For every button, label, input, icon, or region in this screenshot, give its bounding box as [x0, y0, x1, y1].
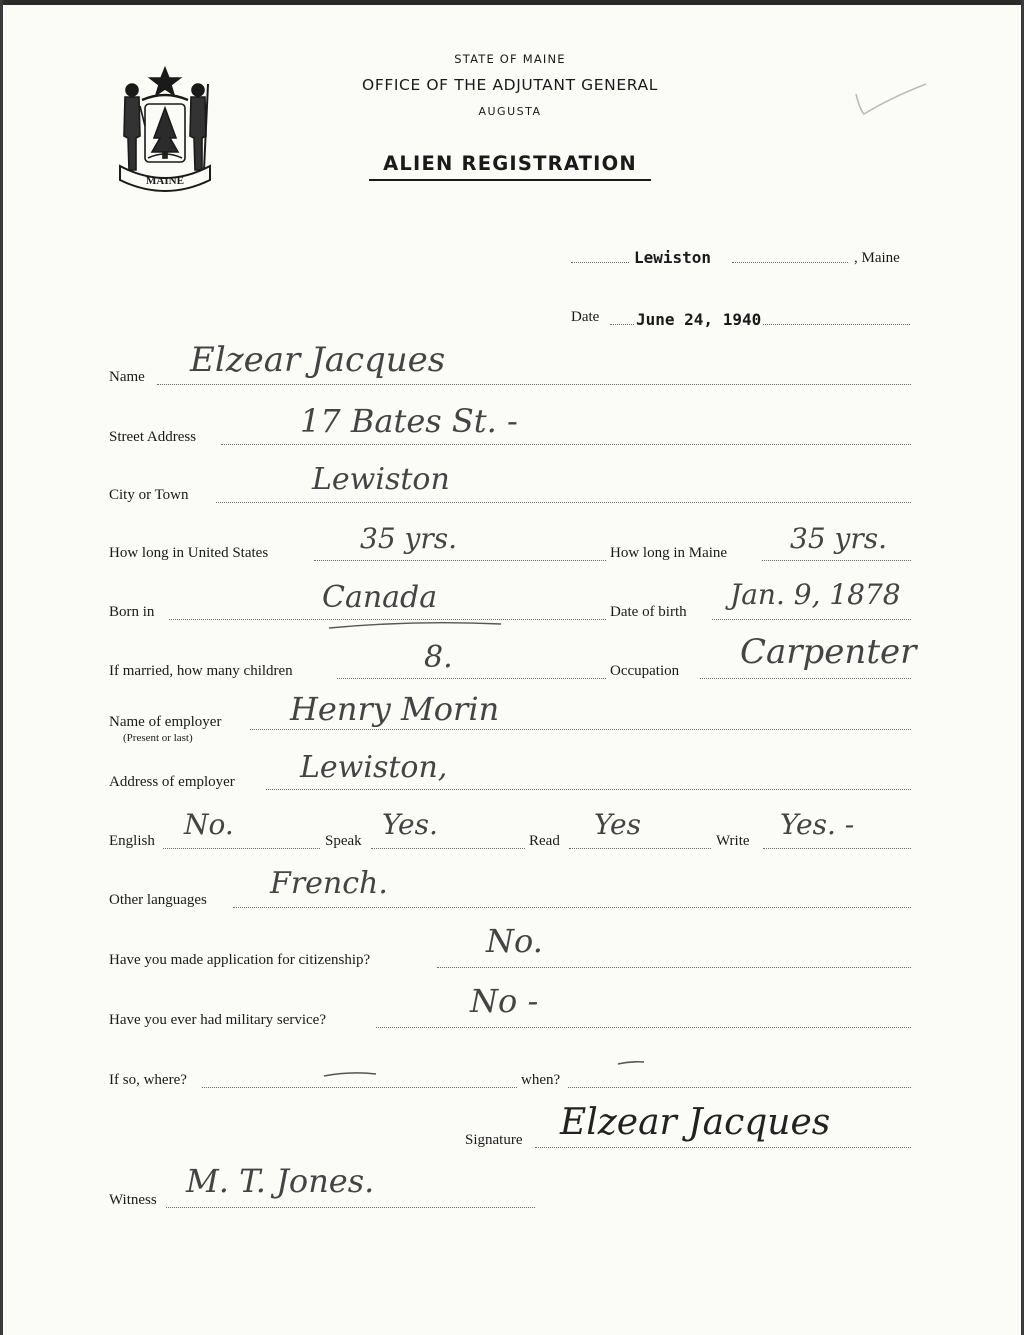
header-city: AUGUSTA	[478, 105, 542, 118]
english-line	[163, 848, 320, 849]
signature-value: Elzear Jacques	[560, 1102, 831, 1143]
years-in-us-label: How long in United States	[109, 545, 269, 561]
born-in-label: Born in	[109, 604, 155, 620]
scan-border-top	[0, 0, 1024, 5]
location-dots-left	[571, 262, 629, 263]
header-state: STATE OF MAINE	[454, 52, 566, 66]
other-languages-label: Other languages	[109, 892, 207, 908]
form-title: ALIEN REGISTRATION	[383, 152, 637, 175]
name-label: Name	[109, 369, 145, 385]
occupation-value: Carpenter	[740, 632, 917, 672]
children-line	[337, 678, 606, 679]
other-languages-value: French.	[270, 866, 388, 901]
name-value: Elzear Jacques	[190, 340, 446, 380]
street-address-label: Street Address	[109, 429, 197, 445]
name-line	[157, 384, 911, 385]
scan-border-left	[0, 0, 3, 1335]
where-line	[202, 1087, 517, 1088]
signature-label: Signature	[465, 1132, 523, 1148]
where-label: If so, where?	[109, 1072, 187, 1088]
military-label: Have you ever had military service?	[109, 1012, 326, 1028]
born-in-value: Canada	[322, 580, 438, 615]
read-line	[569, 848, 711, 849]
when-line	[568, 1087, 911, 1088]
date-of-birth-label: Date of birth	[610, 604, 687, 620]
years-in-maine-label: How long in Maine	[610, 545, 728, 561]
witness-value: M. T. Jones.	[186, 1162, 375, 1200]
date-value: June 24, 1940	[636, 310, 762, 329]
occupation-label: Occupation	[610, 663, 680, 679]
english-label: English	[109, 833, 155, 849]
military-line	[376, 1027, 911, 1028]
citizenship-line	[437, 967, 911, 968]
signature-line	[535, 1147, 911, 1148]
street-address-value: 17 Bates St. -	[300, 402, 518, 440]
children-value: 8.	[424, 640, 453, 675]
city-value: Lewiston	[312, 462, 450, 497]
where-dash-stroke	[322, 1068, 378, 1080]
write-label: Write	[716, 833, 750, 849]
occupation-line	[700, 678, 911, 679]
employer-name-value: Henry Morin	[290, 690, 500, 728]
years-in-maine-line	[762, 560, 911, 561]
children-label: If married, how many children	[109, 663, 293, 679]
location-city-value: Lewiston	[634, 248, 712, 267]
english-value: No.	[184, 808, 234, 841]
maine-state-seal-icon	[112, 66, 218, 194]
employer-name-sublabel: (Present or last)	[123, 732, 193, 744]
city-line	[216, 502, 911, 503]
other-languages-line	[233, 907, 911, 908]
years-in-us-value: 35 yrs.	[360, 522, 458, 555]
seal-lettering: MAINE	[146, 175, 184, 187]
military-value: No -	[470, 982, 539, 1020]
write-line	[763, 848, 911, 849]
witness-label: Witness	[109, 1192, 157, 1208]
check-mark	[850, 80, 930, 120]
write-value: Yes. -	[780, 808, 855, 841]
employer-address-value: Lewiston,	[300, 750, 448, 785]
witness-line	[166, 1207, 535, 1208]
years-in-maine-value: 35 yrs.	[790, 522, 888, 555]
citizenship-label: Have you made application for citizenship?	[109, 952, 371, 968]
read-label: Read	[529, 833, 560, 849]
date-of-birth-line	[712, 619, 911, 620]
employer-name-label: Name of employer	[109, 714, 222, 730]
speak-value: Yes.	[382, 808, 438, 841]
date-of-birth-value: Jan. 9, 1878	[730, 578, 901, 611]
citizenship-value: No.	[486, 922, 543, 960]
speak-line	[371, 848, 525, 849]
location-dots-right	[732, 262, 848, 263]
title-underline	[369, 179, 651, 181]
when-label: when?	[521, 1072, 561, 1088]
employer-name-line	[250, 729, 911, 730]
header-office: OFFICE OF THE ADJUTANT GENERAL	[362, 76, 658, 94]
employer-address-line	[266, 789, 911, 790]
when-dash-stroke	[616, 1058, 646, 1068]
employer-address-label: Address of employer	[109, 774, 235, 790]
read-value: Yes	[594, 808, 641, 841]
years-in-us-line	[314, 560, 606, 561]
speak-label: Speak	[325, 833, 362, 849]
street-address-line	[221, 444, 911, 445]
location-state-label: , Maine	[854, 250, 900, 266]
date-label: Date	[571, 309, 600, 325]
city-label: City or Town	[109, 487, 189, 503]
born-in-underline-stroke	[325, 618, 505, 632]
